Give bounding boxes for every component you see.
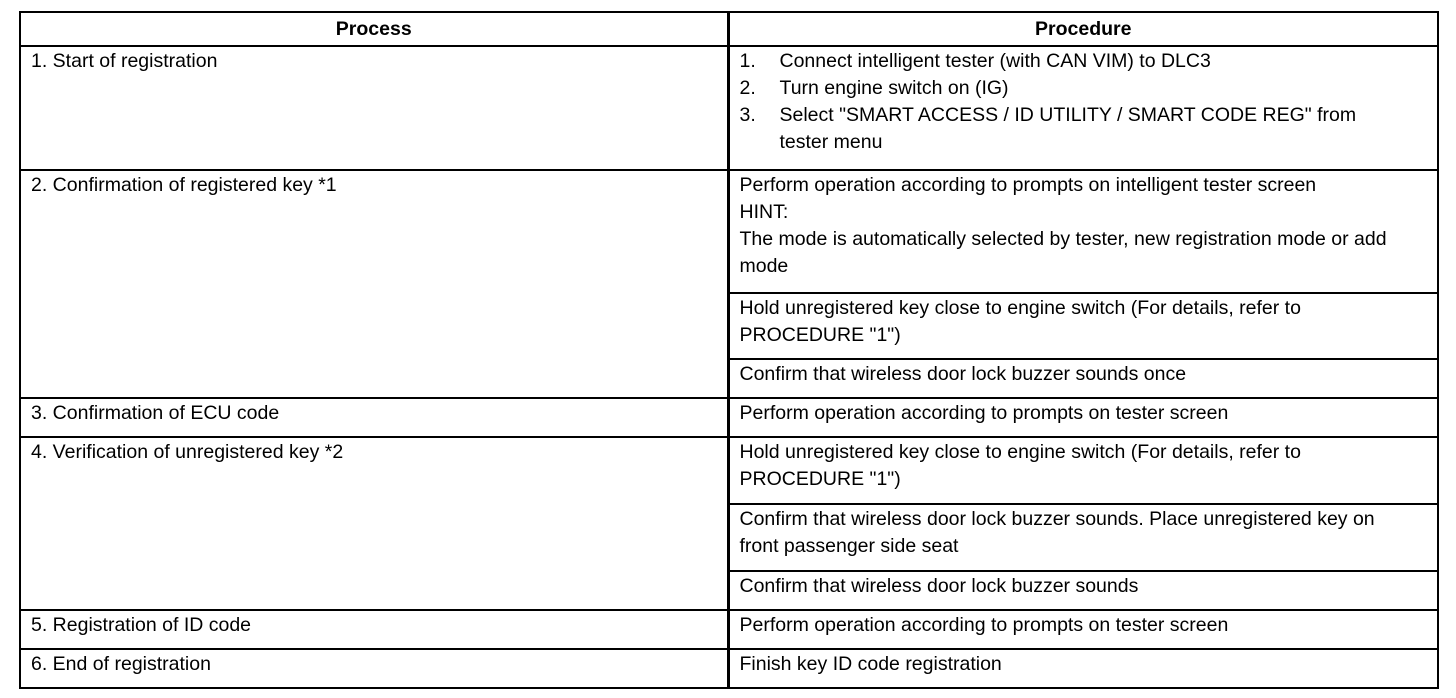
registration-procedure-table <box>19 11 1439 689</box>
table-row <box>20 437 1438 504</box>
table-row <box>20 610 1438 649</box>
procedure-text: The mode is automatically selected by tester, new registration mode or add mode <box>739 228 1387 278</box>
procedure-cell <box>728 170 1438 292</box>
process-column-header: Process <box>20 12 728 46</box>
process-cell: 6. End of registration <box>20 649 728 688</box>
procedure-cell <box>728 46 1438 170</box>
procedure-text: Perform operation according to prompts on intelligent tester screen <box>739 174 1317 197</box>
procedure-cell: Finish key ID code registration <box>728 649 1438 688</box>
step-number: 3. <box>739 104 756 127</box>
procedure-cell: Confirm that wireless door lock buzzer sounds <box>728 571 1438 610</box>
procedure-cell: Perform operation according to prompts on tester screen <box>728 398 1438 437</box>
process-cell: 5. Registration of ID code <box>20 610 728 649</box>
procedure-steps-list <box>740 48 1428 156</box>
process-cell: 1. Start of registration <box>20 46 728 170</box>
step-text: Connect intelligent tester (with CAN VIM) to DLC3 <box>779 50 1211 73</box>
table-row <box>20 398 1438 437</box>
hint-label: HINT: <box>739 201 789 224</box>
process-cell: 3. Confirmation of ECU code <box>20 398 728 437</box>
table-header-row <box>20 12 1438 46</box>
procedure-cell: Perform operation according to prompts on tester screen <box>728 610 1438 649</box>
procedure-cell: Hold unregistered key close to engine switch (For details, refer to PROCEDURE "1") <box>728 293 1438 359</box>
step-number: 2. <box>739 77 756 100</box>
step-text: Turn engine switch on (IG) <box>779 77 1009 100</box>
table-row <box>20 649 1438 688</box>
process-cell: 4. Verification of unregistered key *2 <box>20 437 728 609</box>
procedure-column-header: Procedure <box>728 12 1438 46</box>
step-number: 1. <box>739 50 756 73</box>
procedure-cell: Confirm that wireless door lock buzzer sounds. Place unregistered key on front passenger side seat <box>728 504 1438 570</box>
process-cell: 2. Confirmation of registered key *1 <box>20 170 728 398</box>
table-row <box>20 46 1438 170</box>
procedure-cell: Confirm that wireless door lock buzzer sounds once <box>728 359 1438 398</box>
list-item <box>740 48 1428 75</box>
procedure-cell: Hold unregistered key close to engine switch (For details, refer to PROCEDURE "1") <box>728 437 1438 504</box>
table-row <box>20 170 1438 292</box>
list-item <box>740 102 1428 156</box>
list-item <box>740 75 1428 102</box>
step-text: Select "SMART ACCESS / ID UTILITY / SMART CODE REG" from tester menu <box>779 104 1357 154</box>
